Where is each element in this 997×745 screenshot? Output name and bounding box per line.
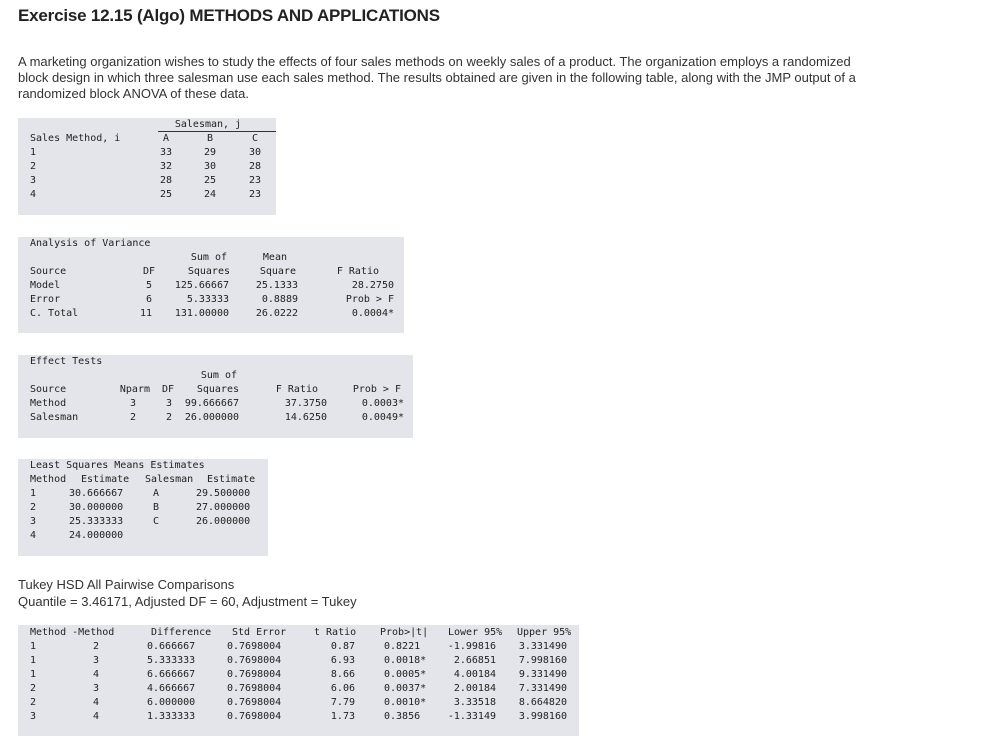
anova-source-header: Source (30, 266, 67, 277)
tukey-lower: 2.00184 (453, 683, 496, 694)
row-header: Sales Method, i (30, 133, 121, 144)
tukey-upper: 7.331490 (518, 683, 567, 694)
sales-value: 23 (248, 189, 262, 200)
effects-p-header: Prob > F (352, 384, 401, 395)
tukey-h-t: t Ratio (314, 627, 357, 638)
anova-ss-header: Squares (187, 266, 230, 277)
data-table (18, 118, 276, 215)
tukey-lower: -1.33149 (447, 711, 496, 722)
tukey-t-ratio: 6.06 (330, 683, 355, 694)
method-index: 2 (30, 161, 37, 172)
tukey-difference: 1.333333 (147, 711, 196, 722)
tukey-method-1: 2 (30, 697, 37, 708)
tukey-upper: 3.331490 (518, 641, 567, 652)
tukey-method-2: 3 (93, 683, 100, 694)
lsmeans-method-estimate: 25.333333 (69, 516, 124, 527)
tukey-method-1: 3 (30, 711, 37, 722)
tukey-std-error: 0.7698004 (227, 655, 282, 666)
tukey-panel (18, 625, 579, 736)
salesman-col-c: C (251, 133, 259, 144)
salesman-col-b: B (206, 133, 214, 144)
tukey-title: Tukey HSD All Pairwise Comparisons (18, 577, 235, 592)
effects-df-header: DF (161, 384, 174, 395)
tukey-difference: 6.666667 (147, 669, 196, 680)
sales-value: 30 (203, 161, 217, 172)
tukey-std-error: 0.7698004 (227, 711, 282, 722)
effect-source: Method (30, 398, 67, 409)
anova-ms-header: Square (259, 266, 296, 277)
tukey-std-error: 0.7698004 (227, 669, 282, 680)
tukey-h-methods: Method -Method (30, 627, 115, 638)
tukey-h-hi: Upper 95% (517, 627, 572, 638)
lsmeans-h-estimate1: Estimate (81, 474, 130, 485)
tukey-quantile: Quantile = 3.46171, Adjusted DF = 60, Adjustment = Tukey (18, 594, 357, 609)
sales-value: 23 (248, 175, 262, 186)
salesman-group-header: Salesman, j (174, 119, 242, 130)
tukey-prob: 0.0005* (384, 669, 427, 680)
lsmeans-salesman-estimate: 29.500000 (196, 488, 251, 499)
tukey-t-ratio: 6.93 (330, 655, 355, 666)
effect-df: 3 (165, 398, 172, 409)
lsmeans-salesman-estimate: 27.000000 (196, 502, 251, 513)
anova-title: Analysis of Variance (30, 238, 151, 249)
tukey-h-diff: Difference (151, 627, 212, 638)
tukey-upper: 9.331490 (518, 669, 567, 680)
effect-df: 2 (165, 412, 172, 423)
effect-ss: 26.000000 (184, 412, 239, 423)
sales-value: 32 (159, 161, 173, 172)
tukey-h-lo: Lower 95% (448, 627, 503, 638)
tukey-method-1: 2 (30, 683, 37, 694)
lsmeans-method-estimate: 30.666667 (69, 488, 124, 499)
tukey-prob: 0.8221 (384, 641, 421, 652)
method-index: 3 (30, 175, 37, 186)
tukey-prob: 0.0010* (384, 697, 427, 708)
anova-source: Model (30, 280, 61, 291)
effect-tests-panel (18, 355, 413, 438)
problem-paragraph: A marketing organization wishes to study the effects of four sales methods on weekly sales of a product. The organization employs a randomized block design in which three salesman use each sales method. The results obtained are given in the following table, along with the JMP output of a randomized block ANOVA of these data. (18, 54, 856, 101)
effects-f-header: F Ratio (275, 384, 318, 395)
tukey-std-error: 0.7698004 (227, 641, 282, 652)
anova-f-cell: 0.0004* (351, 308, 394, 319)
anova-ss: 131.00000 (174, 308, 229, 319)
lsmeans-method-estimate: 24.000000 (69, 530, 124, 541)
anova-ss-top: Sum of (190, 252, 227, 263)
tukey-difference: 6.000000 (147, 697, 196, 708)
lsmeans-salesman-level: C (153, 516, 160, 527)
sales-value: 25 (159, 189, 173, 200)
anova-ss: 5.33333 (186, 294, 229, 305)
anova-ms: 26.0222 (255, 308, 298, 319)
anova-df-header: DF (142, 266, 155, 277)
tukey-t-ratio: 1.73 (330, 711, 355, 722)
method-index: 1 (30, 147, 37, 158)
tukey-t-ratio: 8.66 (330, 669, 355, 680)
tukey-h-p: Prob>|t| (380, 627, 429, 638)
lsmeans-method-level: 1 (30, 488, 37, 499)
sales-value: 29 (203, 147, 217, 158)
lsmeans-title: Least Squares Means Estimates (30, 460, 205, 471)
tukey-t-ratio: 7.79 (330, 697, 355, 708)
lsmeans-salesman-level: A (153, 488, 160, 499)
anova-f-cell: 28.2750 (351, 280, 394, 291)
tukey-h-se: Std Error (232, 627, 287, 638)
lsmeans-salesman-level: B (153, 502, 160, 513)
exercise-title: Exercise 12.15 (Algo) METHODS AND APPLICATIONS (18, 6, 440, 25)
tukey-method-2: 4 (93, 711, 100, 722)
tukey-method-1: 1 (30, 669, 37, 680)
effects-title: Effect Tests (30, 356, 103, 367)
sales-value: 33 (159, 147, 173, 158)
anova-df: 11 (139, 308, 152, 319)
tukey-lower: 3.33518 (453, 697, 496, 708)
effect-p: 0.0003* (361, 398, 404, 409)
tukey-upper: 3.998160 (518, 711, 567, 722)
anova-df: 6 (145, 294, 152, 305)
tukey-lower: 2.66851 (453, 655, 496, 666)
anova-f-cell: Prob > F (345, 294, 394, 305)
anova-source: Error (30, 294, 61, 305)
anova-df: 5 (145, 280, 152, 291)
anova-ms-top: Mean (262, 252, 287, 263)
tukey-upper: 7.998160 (518, 655, 567, 666)
salesman-col-a: A (162, 133, 170, 144)
sales-value: 28 (159, 175, 173, 186)
tukey-method-2: 2 (93, 641, 100, 652)
lsmeans-method-estimate: 30.000000 (69, 502, 124, 513)
tukey-method-2: 3 (93, 655, 100, 666)
sales-value: 24 (203, 189, 217, 200)
effect-f: 37.3750 (284, 398, 327, 409)
anova-ms: 25.1333 (255, 280, 298, 291)
tukey-std-error: 0.7698004 (227, 683, 282, 694)
lsmeans-method-level: 4 (30, 530, 37, 541)
tukey-lower: -1.99816 (447, 641, 496, 652)
effects-ss-header: Squares (196, 384, 239, 395)
effect-nparm: 3 (129, 398, 136, 409)
tukey-method-1: 1 (30, 655, 37, 666)
lsmeans-method-level: 3 (30, 516, 37, 527)
tukey-prob: 0.0037* (384, 683, 427, 694)
anova-f-header: F Ratio (336, 266, 379, 277)
sales-value: 25 (203, 175, 217, 186)
tukey-method-2: 4 (93, 669, 100, 680)
tukey-prob: 0.3856 (384, 711, 421, 722)
tukey-difference: 5.333333 (147, 655, 196, 666)
effect-nparm: 2 (129, 412, 136, 423)
anova-panel (18, 237, 404, 333)
sales-value: 28 (248, 161, 262, 172)
tukey-upper: 8.664820 (518, 697, 567, 708)
tukey-prob: 0.0018* (384, 655, 427, 666)
effect-p: 0.0049* (361, 412, 404, 423)
lsmeans-h-estimate2: Estimate (207, 474, 256, 485)
lsmeans-method-level: 2 (30, 502, 37, 513)
tukey-method-1: 1 (30, 641, 37, 652)
tukey-t-ratio: 0.87 (330, 641, 355, 652)
tukey-difference: 0.666667 (147, 641, 196, 652)
effects-source-header: Source (30, 384, 67, 395)
sales-value: 30 (248, 147, 262, 158)
tukey-lower: 4.00184 (453, 669, 496, 680)
lsmeans-h-method: Method (30, 474, 67, 485)
lsmeans-panel (18, 459, 268, 556)
anova-ss: 125.66667 (174, 280, 229, 291)
tukey-std-error: 0.7698004 (227, 697, 282, 708)
effects-nparm-header: Nparm (119, 384, 150, 395)
salesman-header-rule (158, 131, 276, 132)
effect-source: Salesman (30, 412, 79, 423)
anova-source: C. Total (30, 308, 79, 319)
anova-ms: 0.8889 (261, 294, 298, 305)
effect-ss: 99.666667 (184, 398, 239, 409)
method-index: 4 (30, 189, 37, 200)
lsmeans-salesman-estimate: 26.000000 (196, 516, 251, 527)
tukey-method-2: 4 (93, 697, 100, 708)
effect-f: 14.6250 (284, 412, 327, 423)
tukey-difference: 4.666667 (147, 683, 196, 694)
lsmeans-h-salesman: Salesman (145, 474, 194, 485)
effects-ss-top: Sum of (200, 370, 237, 381)
